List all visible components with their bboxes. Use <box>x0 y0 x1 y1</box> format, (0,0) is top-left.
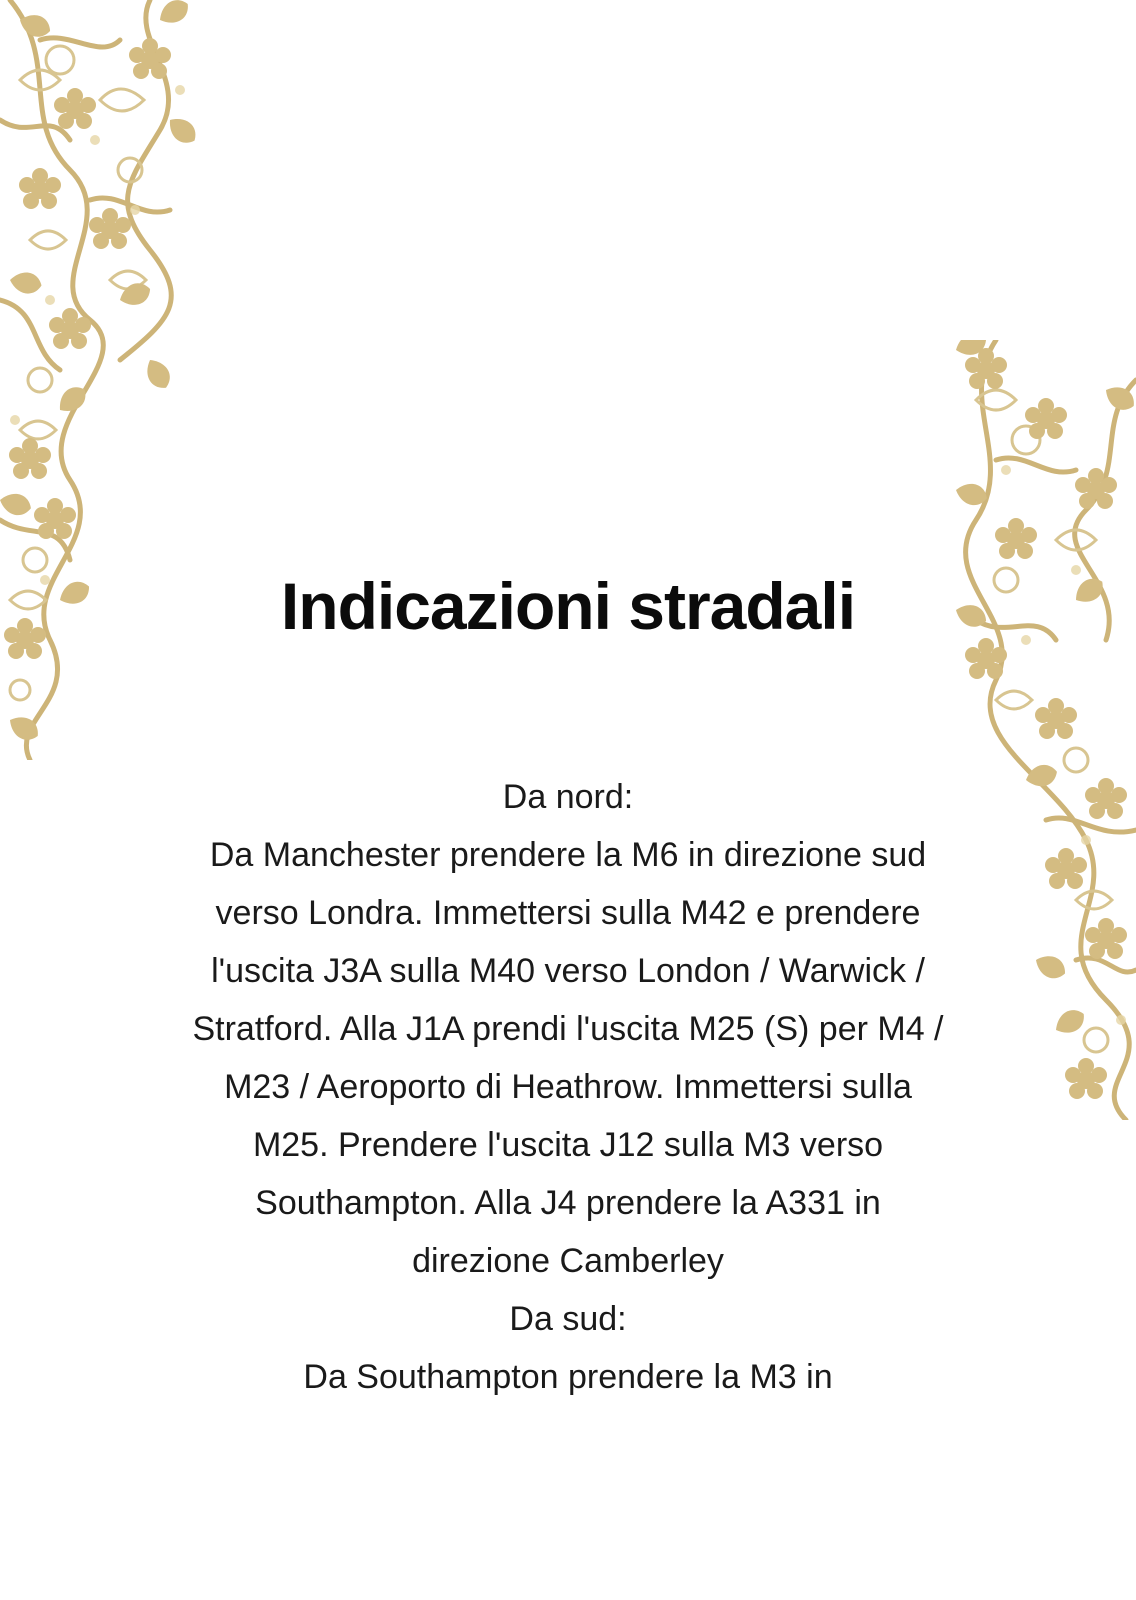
gold-lace-ornament-left <box>0 0 220 760</box>
page-title: Indicazioni stradali <box>280 569 856 643</box>
section-body-north: Da Manchester prendere la M6 in direzione sud verso Londra. Immettersi sulla M42 e prendere l'uscita J3A sulla M40 verso London / Warwick / Stratford. Alla J1A prendi l'uscita M25 (S) per M4 / M23 / Aeroporto di Heathrow. Immettersi sulla M25. Prendere l'uscita J12 sulla M3 verso Southampton. Alla J4 prendere la A331 in direzione Camberley <box>192 836 944 1280</box>
directions-content <box>168 768 968 1406</box>
section-heading-south: Da sud: <box>509 1300 627 1338</box>
section-body-south: Da Southampton prendere la M3 in <box>303 1358 833 1396</box>
section-heading-north: Da nord: <box>502 778 634 816</box>
